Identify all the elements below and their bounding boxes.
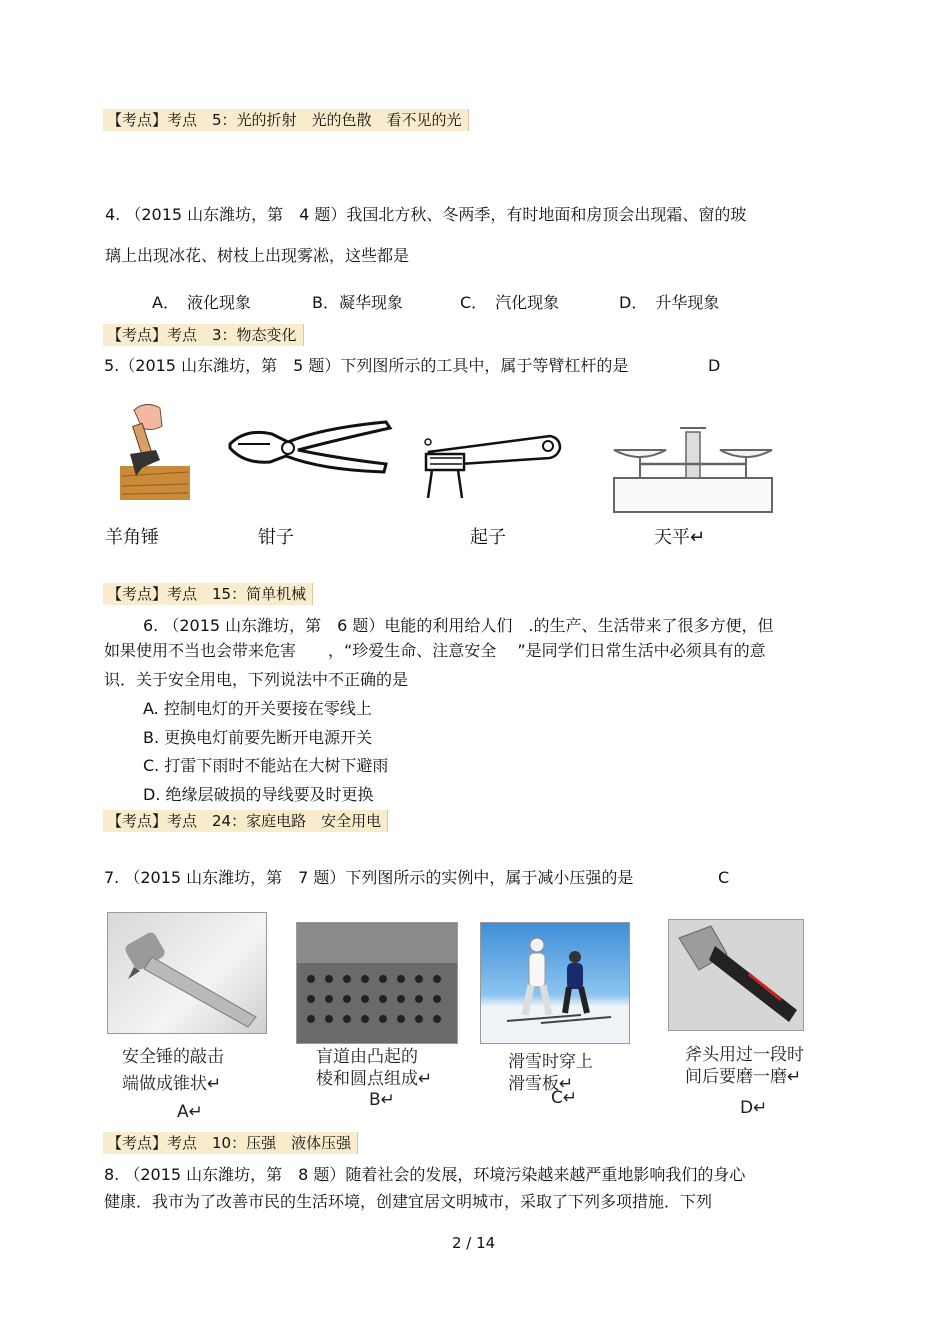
- tool-label-balance: 天平↵: [654, 527, 706, 548]
- tool-label-pliers: 钳子: [258, 527, 294, 548]
- bottle-opener-image: [420, 430, 562, 498]
- q6-option-a: A. 控制电灯的开关要接在零线上: [143, 699, 372, 718]
- q4-option-a: A． 液化现象: [152, 293, 251, 312]
- q6-option-c: C. 打雷下雨时不能站在大树下避雨: [143, 756, 389, 775]
- axe-photo: [668, 919, 804, 1031]
- tool-label-claw-hammer: 羊角锤: [105, 527, 159, 548]
- photo-d-letter: D↵: [740, 1098, 768, 1118]
- q7-line1: 7. （2015 山东潍坊，第 7 题）下列图所示的实例中，属于减小压强的是: [104, 868, 634, 887]
- topic-tag-10: 【考点】考点 10：压强 液体压强: [103, 1132, 358, 1154]
- photo-a-caption-line2: 端做成锥状↵: [122, 1074, 222, 1094]
- q4-line2: 璃上出现冰花、树枝上出现雾凇，这些都是: [105, 246, 410, 265]
- tactile-paving-photo: [296, 922, 458, 1044]
- photo-b-caption-line2: 棱和圆点组成↵: [316, 1069, 433, 1089]
- safety-hammer-photo: [107, 912, 267, 1034]
- q8-line1: 8. （2015 山东潍坊，第 8 题）随着社会的发展，环境污染越来越严重地影响我们的身心: [104, 1165, 746, 1184]
- q6-line3: 识．关于安全用电，下列说法中不正确的是: [104, 670, 409, 689]
- photo-b-letter: B↵: [369, 1090, 395, 1110]
- photo-c-caption-line1: 滑雪时穿上: [508, 1052, 593, 1072]
- q6-option-d: D. 绝缘层破损的导线要及时更换: [143, 785, 374, 804]
- topic-tag-15: 【考点】考点 15：简单机械: [103, 583, 313, 605]
- photo-d-caption-line1: 斧头用过一段时: [685, 1045, 804, 1065]
- pliers-image: [226, 414, 394, 482]
- photo-d-caption-line2: 间后要磨一磨↵: [685, 1067, 802, 1087]
- q6-option-b: B. 更换电灯前要先断开电源开关: [143, 728, 373, 747]
- balance-scale-image: [610, 424, 776, 516]
- q7-answer: C: [718, 868, 730, 887]
- photo-b-caption-line1: 盲道由凸起的: [316, 1047, 418, 1067]
- topic-tag-3: 【考点】考点 3：物态变化: [103, 324, 304, 346]
- q8-line2: 健康．我市为了改善市民的生活环境，创建宜居文明城市，采取了下列多项措施．下列: [104, 1192, 713, 1211]
- photo-a-letter: A↵: [177, 1102, 203, 1122]
- q4-option-b: B．凝华现象: [312, 293, 403, 312]
- topic-tag-24: 【考点】考点 24：家庭电路 安全用电: [103, 810, 388, 832]
- skiing-photo: [480, 922, 630, 1044]
- q4-line1: 4. （2015 山东潍坊，第 4 题）我国北方秋、冬两季，有时地面和房顶会出现霜、窗的玻: [105, 205, 747, 224]
- q6-line1: 6. （2015 山东潍坊，第 6 题）电能的利用给人们 .的生产、生活带来了很多方便，但: [143, 616, 774, 635]
- photo-c-caption-line2: 滑雪板↵: [508, 1074, 574, 1094]
- q4-option-d: D． 升华现象: [619, 293, 720, 312]
- photo-c-letter: C↵: [551, 1088, 578, 1108]
- q6-line2: 如果使用不当也会带来危害 ，“珍爱生命、注意安全 ”是同学们日常生活中必须具有的意: [104, 641, 766, 660]
- claw-hammer-image: [112, 398, 196, 504]
- q5-answer: D: [708, 356, 721, 375]
- page-number: 2 / 14: [452, 1234, 496, 1252]
- topic-tag-5: 【考点】考点 5：光的折射 光的色散 看不见的光: [103, 109, 469, 131]
- q4-option-c: C． 汽化现象: [460, 293, 560, 312]
- q5-line1: 5.（2015 山东潍坊，第 5 题）下列图所示的工具中，属于等臂杠杆的是: [104, 356, 629, 375]
- tool-label-opener: 起子: [470, 527, 506, 548]
- photo-a-caption-line1: 安全锤的敲击: [122, 1047, 224, 1067]
